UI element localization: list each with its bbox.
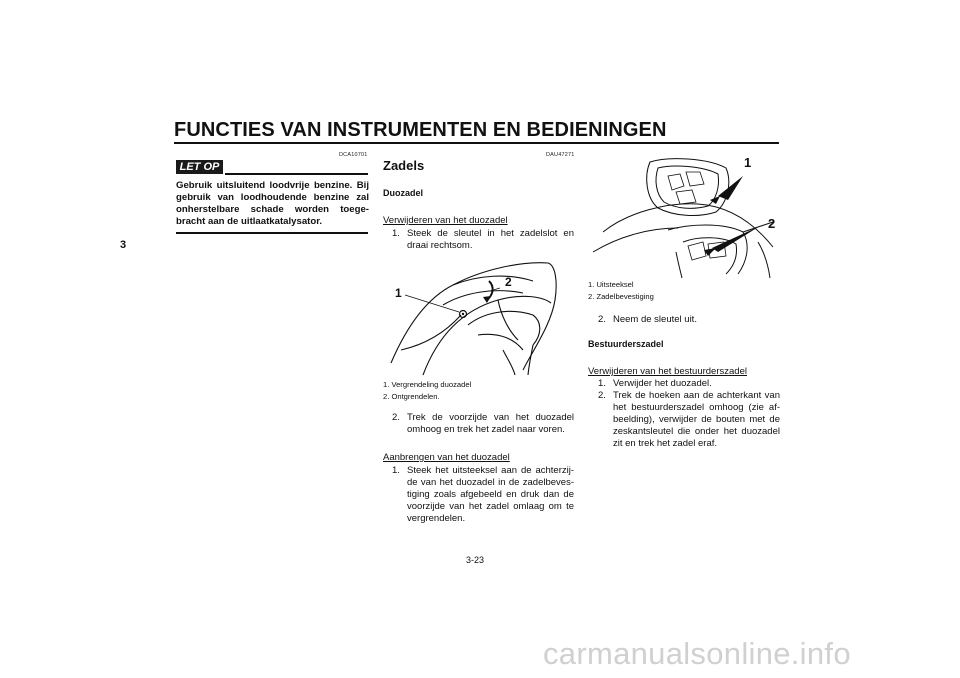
list-item (598, 314, 780, 326)
figure2-label-1: 1 (744, 155, 752, 170)
step-number: 1. (392, 465, 400, 476)
caption-item: 1. Vergrendeling duozadel (383, 380, 472, 389)
figure2-label-2: 2 (768, 216, 776, 231)
figure1-label-2: 2 (505, 275, 512, 289)
list-item (392, 465, 574, 525)
warning-badge: LET OP (176, 160, 223, 174)
section-title: Zadels (383, 158, 425, 173)
page-number: 3-23 (466, 555, 485, 565)
caption-item: 2. Ontgrendelen. (383, 392, 440, 401)
warning-text: Gebruik uitsluitend loodvrije benzine. Bij gebruik van loodhoudende benzine zal onherstelbare schade worden toege-bracht aan de uitlaatkatalysator. (176, 180, 369, 227)
step-text: Trek de voorzijde van het duozadel omhoog en trek het zadel naar voren. (407, 412, 574, 435)
watermark: carmanualsonline.info (543, 636, 851, 671)
step-number: 2. (598, 314, 606, 325)
step-text: Steek de sleutel in het zadelslot en draai rechtsom. (407, 228, 574, 251)
figure1-captions (383, 379, 471, 403)
remove-bestuurderszadel-heading: Verwijderen van het bestuurderszadel (588, 366, 747, 377)
chapter-tab: 3 (120, 239, 127, 251)
step-number: 2. (392, 412, 400, 423)
step-number: 2. (598, 390, 606, 401)
step-text: Trek de hoeken aan de achterkant van het bestuurderszadel omhoog (zie af-beelding), verwijder de bouten met de zeskantsleutel die onder het duozadel zit en trek het zadel eraf. (613, 390, 780, 449)
header-rule (174, 142, 779, 144)
figure-seat-bracket (588, 152, 780, 280)
remove-duozadel-heading: Verwijderen van het duozadel (383, 215, 508, 226)
subsection-duozadel: Duozadel (383, 188, 424, 198)
step-text: Steek het uitsteeksel aan de achterzij-de van het duozadel in de zadelbeves-tiging zoals afgebeeld en druk dan de voorzijde van het zadel omlaag om te vergrendelen. (407, 465, 574, 524)
warning-code: DCA10701 (339, 152, 368, 158)
list-item (598, 378, 780, 390)
install-step-list (392, 465, 574, 525)
step-text: Verwijder het duozadel. (613, 378, 712, 389)
figure-pillion-seat-lock (383, 255, 575, 377)
right-step-list (598, 314, 780, 326)
figure1-label-1: 1 (395, 286, 402, 300)
step-text: Neem de sleutel uit. (613, 314, 697, 325)
section-code: DAU47271 (546, 152, 575, 158)
remove-step-list-2 (392, 412, 574, 436)
warning-rule-bottom (176, 232, 368, 234)
caption-item: 1. Uitsteeksel (588, 280, 634, 289)
step-number: 1. (392, 228, 400, 239)
list-item (392, 412, 574, 436)
warning-rule-top (225, 173, 368, 175)
caption-item: 2. Zadelbevestiging (588, 292, 654, 301)
step-number: 1. (598, 378, 606, 389)
subsection-bestuurderszadel: Bestuurderszadel (588, 339, 664, 349)
install-duozadel-heading: Aanbrengen van het duozadel (383, 452, 510, 463)
list-item (392, 228, 574, 252)
list-item (598, 390, 780, 450)
bestuurderszadel-step-list (598, 378, 780, 450)
page-header-title: FUNCTIES VAN INSTRUMENTEN EN BEDIENINGEN (174, 119, 667, 141)
remove-step-list (392, 228, 574, 252)
figure2-captions (588, 279, 654, 303)
